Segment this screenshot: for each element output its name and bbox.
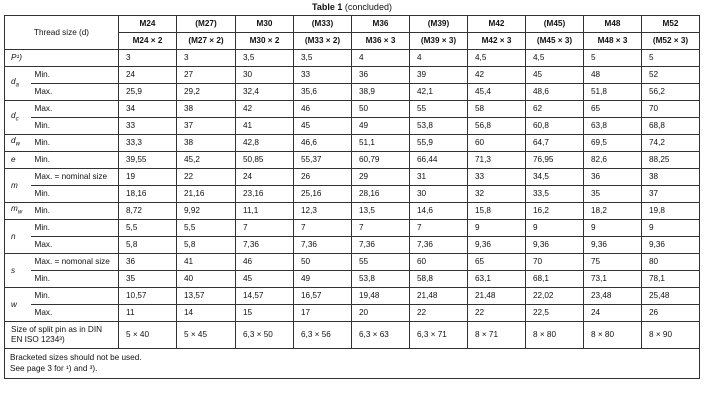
row-limit-label: Min.: [31, 271, 119, 288]
value-cell: 35,6: [294, 84, 352, 101]
value-cell: 16,57: [294, 288, 352, 305]
value-cell: 5: [642, 50, 700, 67]
row-limit-label: Min.: [31, 220, 119, 237]
row-symbol: [5, 135, 31, 152]
value-cell: 39: [410, 67, 468, 84]
value-cell: 50,85: [236, 152, 294, 169]
value-cell: 7,36: [410, 237, 468, 254]
value-cell: 64,7: [526, 135, 584, 152]
value-cell: 5,5: [177, 220, 236, 237]
value-cell: 70: [642, 101, 700, 118]
value-cell: 46,6: [294, 135, 352, 152]
symbol-text: $m_w$: [11, 204, 23, 216]
table-row: [5, 237, 700, 254]
symbol-text: s: [11, 265, 16, 275]
row-limit-label: Min.: [31, 118, 119, 135]
value-cell: 40: [177, 271, 236, 288]
value-cell: 26: [294, 169, 352, 186]
value-cell: 35: [584, 186, 642, 203]
value-cell: 39,55: [119, 152, 177, 169]
symbol-subscript: w: [15, 141, 20, 148]
value-cell: 9,36: [584, 237, 642, 254]
value-cell: 48,6: [526, 84, 584, 101]
footnotes: [5, 349, 700, 379]
value-cell: 34: [119, 101, 177, 118]
value-cell: 29: [352, 169, 410, 186]
symbol-text: e: [11, 155, 16, 164]
value-cell: 26: [642, 305, 700, 322]
thread-size-cell: (M27): [177, 16, 236, 33]
row-symbol: P¹): [5, 50, 119, 67]
value-cell: 80: [642, 254, 700, 271]
value-cell: 68,1: [526, 271, 584, 288]
row-symbol: [5, 67, 31, 101]
value-cell: 46: [294, 101, 352, 118]
value-cell: 7: [352, 220, 410, 237]
value-cell: 5,5: [119, 220, 177, 237]
value-cell: 9: [526, 220, 584, 237]
value-cell: 41: [177, 254, 236, 271]
value-cell: 9,92: [177, 203, 236, 220]
row-symbol: [5, 203, 31, 220]
value-cell: 51,8: [584, 84, 642, 101]
value-cell: 13,5: [352, 203, 410, 220]
value-cell: 5: [584, 50, 642, 67]
value-cell: 53,8: [352, 271, 410, 288]
row-limit-label: Min.: [31, 203, 119, 220]
value-cell: 13,57: [177, 288, 236, 305]
row-symbol: [5, 152, 31, 169]
split-pin-size-cell: 5 × 45: [177, 322, 236, 349]
split-pin-size-cell: 8 × 80: [526, 322, 584, 349]
value-cell: 21,48: [410, 288, 468, 305]
value-cell: 12,3: [294, 203, 352, 220]
value-cell: 25,16: [294, 186, 352, 203]
value-cell: 38: [177, 135, 236, 152]
value-cell: 8,72: [119, 203, 177, 220]
split-pin-size-cell: 6,3 × 71: [410, 322, 468, 349]
split-pin-size-cell: 5 × 40: [119, 322, 177, 349]
table-row: [5, 118, 700, 135]
value-cell: 52: [642, 67, 700, 84]
value-cell: 76,95: [526, 152, 584, 169]
value-cell: 25,48: [642, 288, 700, 305]
value-cell: 16,2: [526, 203, 584, 220]
value-cell: 45: [236, 271, 294, 288]
value-cell: 33: [468, 169, 526, 186]
value-cell: 19,48: [352, 288, 410, 305]
value-cell: 29,2: [177, 84, 236, 101]
symbol-text: $d_a$: [11, 76, 19, 89]
symbol-text: w: [11, 299, 17, 309]
table-row: [5, 152, 700, 169]
value-cell: 65: [584, 101, 642, 118]
footnote-row: [5, 349, 700, 379]
split-pin-size-cell: 6,3 × 56: [294, 322, 352, 349]
value-cell: 3: [177, 50, 236, 67]
table-row: [5, 50, 700, 67]
value-cell: 9: [584, 220, 642, 237]
value-cell: 3: [119, 50, 177, 67]
value-cell: 23,16: [236, 186, 294, 203]
value-cell: 36: [119, 254, 177, 271]
thread-size-cell: M30: [236, 16, 294, 33]
split-pin-size-cell: 6,3 × 50: [236, 322, 294, 349]
value-cell: 19: [119, 169, 177, 186]
thread-size-cell: (M45): [526, 16, 584, 33]
value-cell: 4: [410, 50, 468, 67]
value-cell: 7,36: [236, 237, 294, 254]
value-cell: 24: [119, 67, 177, 84]
value-cell: 42,8: [236, 135, 294, 152]
row-limit-label: Min.: [31, 135, 119, 152]
value-cell: 33: [294, 67, 352, 84]
value-cell: 66,44: [410, 152, 468, 169]
symbol-text: $d_c$: [11, 110, 19, 123]
symbol-subscript: a: [15, 82, 19, 89]
value-cell: 36: [352, 67, 410, 84]
value-cell: 75: [584, 254, 642, 271]
table-row: [5, 84, 700, 101]
fine-thread-cell: M42 × 3: [468, 33, 526, 50]
row-symbol: [5, 169, 31, 203]
value-cell: 21,16: [177, 186, 236, 203]
table-row: [5, 101, 700, 118]
value-cell: 9,36: [468, 237, 526, 254]
value-cell: 7: [294, 220, 352, 237]
value-cell: 74,2: [642, 135, 700, 152]
value-cell: 60,8: [526, 118, 584, 135]
table-row: [5, 135, 700, 152]
value-cell: 5,8: [119, 237, 177, 254]
fine-thread-cell: (M45 × 3): [526, 33, 584, 50]
value-cell: 63,1: [468, 271, 526, 288]
value-cell: 14,6: [410, 203, 468, 220]
value-cell: 21,48: [468, 288, 526, 305]
fine-thread-cell: M48 × 3: [584, 33, 642, 50]
table-row: [5, 186, 700, 203]
value-cell: 35: [119, 271, 177, 288]
value-cell: 22,5: [526, 305, 584, 322]
value-cell: 45,4: [468, 84, 526, 101]
value-cell: 50: [352, 101, 410, 118]
fine-thread-cell: M24 × 2: [119, 33, 177, 50]
thread-size-cell: (M39): [410, 16, 468, 33]
value-cell: 65: [468, 254, 526, 271]
value-cell: 28,16: [352, 186, 410, 203]
row-limit-label: Max. = nomonal size: [31, 254, 119, 271]
value-cell: 3,5: [236, 50, 294, 67]
row-limit-label: Max.: [31, 305, 119, 322]
value-cell: 11: [119, 305, 177, 322]
value-cell: 55: [352, 254, 410, 271]
value-cell: 37: [177, 118, 236, 135]
value-cell: 7,36: [294, 237, 352, 254]
value-cell: 4,5: [468, 50, 526, 67]
thread-size-cell: M42: [468, 16, 526, 33]
split-pin-size-cell: 8 × 71: [468, 322, 526, 349]
row-limit-label: Min.: [31, 186, 119, 203]
value-cell: 30: [410, 186, 468, 203]
header-row-sizes: [5, 16, 700, 33]
fine-thread-cell: (M27 × 2): [177, 33, 236, 50]
value-cell: 22,02: [526, 288, 584, 305]
table-row: [5, 288, 700, 305]
table-number: Table 1: [312, 2, 343, 12]
table-row: [5, 305, 700, 322]
symbol-text: m: [11, 180, 18, 190]
split-pin-row: [5, 322, 700, 349]
table-row: [5, 67, 700, 84]
value-cell: 38: [642, 169, 700, 186]
row-limit-label: Max. = nominal size: [31, 169, 119, 186]
row-symbol: [5, 220, 31, 254]
value-cell: 33,5: [526, 186, 584, 203]
thread-size-cell: M48: [584, 16, 642, 33]
value-cell: 32,4: [236, 84, 294, 101]
value-cell: 10,57: [119, 288, 177, 305]
value-cell: 25,9: [119, 84, 177, 101]
value-cell: 70: [526, 254, 584, 271]
value-cell: 82,6: [584, 152, 642, 169]
value-cell: 36: [584, 169, 642, 186]
value-cell: 22: [410, 305, 468, 322]
value-cell: 33: [119, 118, 177, 135]
value-cell: 34,5: [526, 169, 584, 186]
value-cell: 7,36: [352, 237, 410, 254]
value-cell: 33,3: [119, 135, 177, 152]
value-cell: 88,25: [642, 152, 700, 169]
value-cell: 38: [177, 101, 236, 118]
value-cell: 27: [177, 67, 236, 84]
row-limit-label: Min.: [31, 288, 119, 305]
value-cell: 73,1: [584, 271, 642, 288]
value-cell: 7: [410, 220, 468, 237]
value-cell: 55,37: [294, 152, 352, 169]
value-cell: 14,57: [236, 288, 294, 305]
symbol-text: $d_w$: [11, 136, 20, 148]
thread-size-cell: (M33): [294, 16, 352, 33]
thread-size-cell: M52: [642, 16, 700, 33]
value-cell: 55,9: [410, 135, 468, 152]
thread-size-header: [5, 16, 119, 50]
value-cell: 20: [352, 305, 410, 322]
value-cell: 9,36: [526, 237, 584, 254]
value-cell: 32: [468, 186, 526, 203]
row-symbol: [5, 288, 31, 322]
symbol-text: n: [11, 231, 16, 241]
thread-size-label: Thread size (d): [33, 27, 90, 37]
value-cell: 45: [526, 67, 584, 84]
table-row: [5, 271, 700, 288]
table-caption: [0, 2, 704, 13]
fine-thread-cell: (M39 × 3): [410, 33, 468, 50]
row-limit-label: Max.: [31, 237, 119, 254]
value-cell: 41: [236, 118, 294, 135]
table-row: [5, 220, 700, 237]
value-cell: 55: [410, 101, 468, 118]
value-cell: 37: [642, 186, 700, 203]
value-cell: 53,8: [410, 118, 468, 135]
fine-thread-cell: M30 × 2: [236, 33, 294, 50]
value-cell: 18,16: [119, 186, 177, 203]
value-cell: 68,8: [642, 118, 700, 135]
row-limit-label: Max.: [31, 101, 119, 118]
value-cell: 71,3: [468, 152, 526, 169]
value-cell: 23,48: [584, 288, 642, 305]
value-cell: 15: [236, 305, 294, 322]
fine-thread-cell: M36 × 3: [352, 33, 410, 50]
value-cell: 45: [294, 118, 352, 135]
value-cell: 62: [526, 101, 584, 118]
thread-size-cell: M36: [352, 16, 410, 33]
value-cell: 31: [410, 169, 468, 186]
symbol-subscript: c: [15, 116, 19, 123]
table-body: [5, 16, 700, 379]
split-pin-size-cell: 8 × 80: [584, 322, 642, 349]
value-cell: 11,1: [236, 203, 294, 220]
value-cell: 9: [642, 220, 700, 237]
fine-thread-cell: (M33 × 2): [294, 33, 352, 50]
value-cell: 58: [468, 101, 526, 118]
row-limit-label: Max.: [31, 84, 119, 101]
value-cell: 49: [294, 271, 352, 288]
dimensions-table: [4, 15, 700, 379]
value-cell: 24: [584, 305, 642, 322]
value-cell: 60: [410, 254, 468, 271]
value-cell: 49: [352, 118, 410, 135]
value-cell: 42: [468, 67, 526, 84]
value-cell: 15,8: [468, 203, 526, 220]
value-cell: 18,2: [584, 203, 642, 220]
split-pin-label: Size of split pin as in DIN EN ISO 1234³): [5, 322, 119, 349]
value-cell: 51,1: [352, 135, 410, 152]
table-row: [5, 203, 700, 220]
value-cell: 78,1: [642, 271, 700, 288]
table-caption-suffix: (concluded): [344, 2, 392, 12]
row-limit-label: Min.: [31, 67, 119, 84]
value-cell: 14: [177, 305, 236, 322]
value-cell: 9,36: [642, 237, 700, 254]
value-cell: 19,8: [642, 203, 700, 220]
value-cell: 60,79: [352, 152, 410, 169]
value-cell: 56,8: [468, 118, 526, 135]
value-cell: 4: [352, 50, 410, 67]
value-cell: 46: [236, 254, 294, 271]
footnote-line: See page 3 for ¹) and ³).: [10, 364, 98, 373]
symbol-subscript: w: [17, 209, 23, 216]
value-cell: 3,5: [294, 50, 352, 67]
table-row: [5, 169, 700, 186]
split-pin-size-cell: 6,3 × 63: [352, 322, 410, 349]
row-limit-label: Min.: [31, 152, 119, 169]
value-cell: 42,1: [410, 84, 468, 101]
row-symbol: [5, 254, 31, 288]
value-cell: 5,8: [177, 237, 236, 254]
table-row: [5, 254, 700, 271]
value-cell: 22: [177, 169, 236, 186]
footnote-line: Bracketed sizes should not be used.: [10, 353, 142, 362]
thread-size-cell: M24: [119, 16, 177, 33]
value-cell: 17: [294, 305, 352, 322]
value-cell: 4,5: [526, 50, 584, 67]
value-cell: 50: [294, 254, 352, 271]
row-symbol: [5, 101, 31, 135]
value-cell: 38,9: [352, 84, 410, 101]
value-cell: 7: [236, 220, 294, 237]
value-cell: 9: [468, 220, 526, 237]
value-cell: 60: [468, 135, 526, 152]
fine-thread-cell: (M52 × 3): [642, 33, 700, 50]
value-cell: 69,5: [584, 135, 642, 152]
split-pin-size-cell: 8 × 90: [642, 322, 700, 349]
value-cell: 45,2: [177, 152, 236, 169]
value-cell: 42: [236, 101, 294, 118]
value-cell: 56,2: [642, 84, 700, 101]
value-cell: 22: [468, 305, 526, 322]
value-cell: 58,8: [410, 271, 468, 288]
value-cell: 48: [584, 67, 642, 84]
value-cell: 24: [236, 169, 294, 186]
value-cell: 63,8: [584, 118, 642, 135]
value-cell: 30: [236, 67, 294, 84]
